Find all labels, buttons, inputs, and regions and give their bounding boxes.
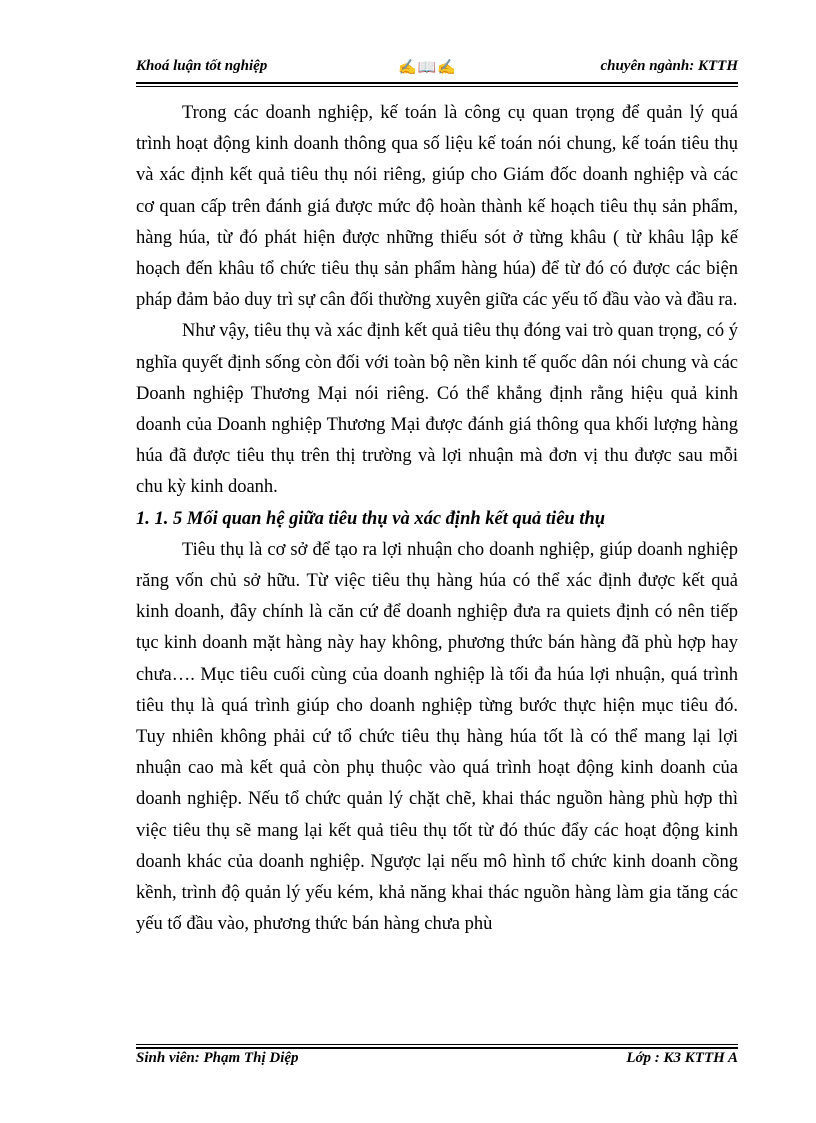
paragraph-3: Tiêu thụ là cơ sở để tạo ra lợi nhuận cho doanh nghiệp, giúp doanh nghiệp răng vốn chủ sở hữu. Từ việc tiêu thụ hàng húa có thể xác định được kết quả kinh doanh, đây chính là căn cứ để doanh nghiệp đưa ra quiets định có nên tiếp tục kinh doanh mặt hàng này hay không, phương thức bán hàng đã phù hợp hay chưa…. Mục tiêu cuối cùng của doanh nghiệp là tối đa húa lợi nhuận, quá trình tiêu thụ là quá trình giúp cho doanh nghiệp từng bước thực hiện mục tiêu đó. Tuy nhiên không phải cứ tổ chức tiêu thụ hàng húa tốt là có thể mang lại lợi nhuận cao mà kết quả còn phụ thuộc vào quá trình hoạt động kinh doanh của doanh nghiệp. Nếu tổ chức quản lý chặt chẽ, khai thác nguồn hàng phù hợp thì việc tiêu thụ sẽ mang lại kết quả tiêu thụ tốt từ đó thúc đẩy các hoạt động kinh doanh khác của doanh nghiệp. Ngược lại nếu mô hình tổ chức kinh doanh cồng kềnh, trình độ quản lý yếu kém, khả năng khai thác nguồn hàng làm gia tăng các yếu tố đầu vào, phương thức bán hàng chưa phù <box>136 539 738 935</box>
section-heading: 1. 1. 5 Mối quan hệ giữa tiêu thụ và xác định kết quả tiêu thụ <box>136 508 606 529</box>
footer-class: Lớp : K3 KTTH A <box>626 1050 738 1066</box>
document-body <box>136 98 738 940</box>
header-divider <box>136 82 738 87</box>
page-header <box>136 58 738 80</box>
footer-divider <box>136 1044 738 1049</box>
header-ornament-icon: ✍️📖✍️ <box>398 60 458 76</box>
header-right-text: chuyên ngành: KTTH <box>600 58 738 74</box>
header-left-text: Khoá luận tốt nghiệp <box>136 58 268 74</box>
paragraph-2: Như vậy, tiêu thụ và xác định kết quả tiêu thụ đóng vai trò quan trọng, có ý nghĩa quyết định sống còn đối với toàn bộ nền kinh tế quốc dân nói chung và các Doanh nghiệp Thương Mại nói riêng. Có thể khẳng định rằng hiệu quả kinh doanh của Doanh nghiệp Thương Mại được đánh giá thông qua khối lượng hàng húa đã được tiêu thụ trên thị trường và lợi nhuận mà đơn vị thu được sau mỗi chu kỳ kinh doanh. <box>136 321 738 498</box>
paragraph-1: Trong các doanh nghiệp, kế toán là công cụ quan trọng để quản lý quá trình hoạt động kinh doanh thông qua số liệu kế toán nói chung, kế toán tiêu thụ và xác định kết quả tiêu thụ nói riêng, giúp cho Giám đốc doanh nghiệp và các cơ quan cấp trên đánh giá được mức độ hoàn thành kế hoạch tiêu thụ sản phẩm, hàng húa, từ đó phát hiện được những thiếu sót ở từng khâu ( từ khâu lập kế hoạch đến khâu tổ chức tiêu thụ sản phẩm hàng húa) để từ đó có được các biện pháp đảm bảo duy trì sự cân đối thường xuyên giữa các yếu tố đầu vào và đầu ra. <box>136 103 738 311</box>
page-footer <box>136 1050 738 1072</box>
footer-student-name: Sinh viên: Phạm Thị Diệp <box>136 1050 299 1066</box>
